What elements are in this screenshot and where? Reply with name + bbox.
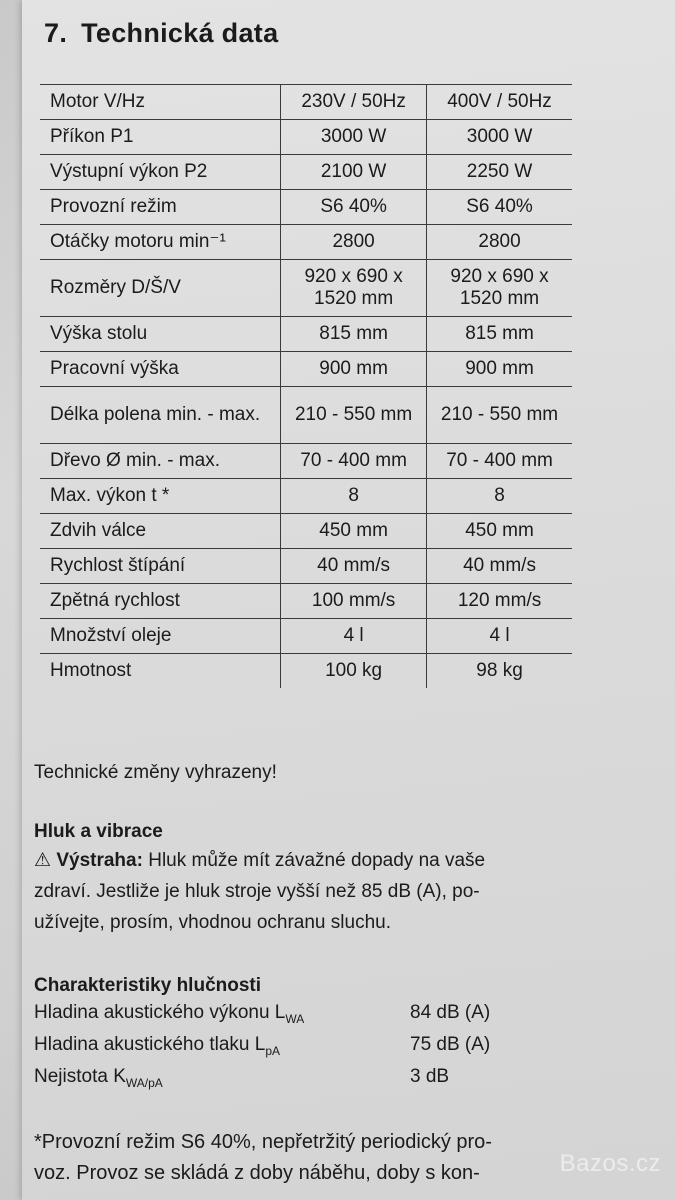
sound-power-row [34, 1002, 594, 1032]
parameter-cell: Výška stolu [40, 317, 281, 352]
sound-pressure-row [34, 1034, 594, 1064]
value-230v-cell: 450 mm [281, 514, 427, 549]
value-230v-cell: 4 l [281, 619, 427, 654]
value-400v-cell: 2800 [427, 225, 572, 260]
sound-power-value: 84 dB (A) [410, 1002, 491, 1023]
parameter-cell: Zpětná rychlost [40, 584, 281, 619]
table-row [40, 260, 572, 317]
footnote [34, 1127, 492, 1189]
warning-text-3: užívejte, prosím, vhodnou ochranu sluchu. [34, 912, 391, 933]
parameter-cell: Délka polena min. - max. [40, 387, 281, 444]
value-230v-cell: 100 mm/s [281, 584, 427, 619]
parameter-cell: Výstupní výkon P2 [40, 155, 281, 190]
table-row [40, 514, 572, 549]
value-230v-cell: 100 kg [281, 654, 427, 689]
parameter-cell: Provozní režim [40, 190, 281, 225]
warning-label: Výstraha: [56, 850, 143, 871]
table-row [40, 549, 572, 584]
uncertainty-row [34, 1066, 594, 1096]
sound-pressure-label: Hladina akustického tlaku $L_{pA}$ [34, 1034, 280, 1058]
watermark-logo: Bazos.cz [559, 1150, 661, 1177]
section-title-text: Technická data [81, 18, 279, 48]
value-400v-cell: 2250 W [427, 155, 572, 190]
value-400v-cell: 4 l [427, 619, 572, 654]
value-230v-cell: 900 mm [281, 352, 427, 387]
value-230v-cell: 8 [281, 479, 427, 514]
table-row [40, 120, 572, 155]
section-title [44, 18, 278, 49]
table-row [40, 352, 572, 387]
value-230v-cell: 210 - 550 mm [281, 387, 427, 444]
value-400v-cell: 120 mm/s [427, 584, 572, 619]
value-400v-cell: 40 mm/s [427, 549, 572, 584]
value-400v-cell: 210 - 550 mm [427, 387, 572, 444]
warning-icon: ⚠ [34, 850, 52, 871]
parameter-cell: Pracovní výška [40, 352, 281, 387]
value-400v-cell: S6 40% [427, 190, 572, 225]
technical-changes-note: Technické změny vyhrazeny! [34, 762, 277, 783]
value-400v-cell: 920 x 690 x 1520 mm [427, 260, 572, 317]
value-230v-cell: 3000 W [281, 120, 427, 155]
value-230v-cell: 2100 W [281, 155, 427, 190]
value-230v-cell: 815 mm [281, 317, 427, 352]
table-row [40, 155, 572, 190]
footnote-line-2: voz. Provoz se skládá z doby náběhu, doby s kon- [34, 1162, 480, 1184]
warning-text-1: Hluk může mít závažné dopady na vaše [148, 850, 486, 871]
value-230v-cell: 40 mm/s [281, 549, 427, 584]
sound-pressure-value: 75 dB (A) [410, 1034, 491, 1055]
uncertainty-label: Nejistota $K_{WA/pA}$ [34, 1066, 163, 1090]
noise-characteristics-heading: Charakteristiky hlučnosti [34, 975, 262, 996]
table-row [40, 479, 572, 514]
value-400v-cell: 400V / 50Hz [427, 85, 572, 120]
parameter-cell: Otáčky motoru min⁻¹ [40, 225, 281, 260]
value-400v-cell: 3000 W [427, 120, 572, 155]
value-400v-cell: 450 mm [427, 514, 572, 549]
parameter-cell: Rozměry D/Š/V [40, 260, 281, 317]
value-230v-cell: 70 - 400 mm [281, 444, 427, 479]
parameter-cell: Příkon P1 [40, 120, 281, 155]
value-230v-cell: S6 40% [281, 190, 427, 225]
table-row [40, 387, 572, 444]
technical-data-table [40, 84, 572, 688]
table-row [40, 619, 572, 654]
value-230v-cell: 920 x 690 x 1520 mm [281, 260, 427, 317]
parameter-cell: Hmotnost [50, 660, 132, 681]
value-230v-cell: 2800 [281, 225, 427, 260]
uncertainty-value: 3 dB [410, 1066, 450, 1087]
footnote-line-1: *Provozní režim S6 40%, nepřetržitý periodický pro- [34, 1131, 492, 1153]
table-row [40, 584, 572, 619]
table-row [40, 225, 572, 260]
parameter-cell: Dřevo Ø min. - max. [40, 444, 281, 479]
parameter-cell: Množství oleje [40, 619, 281, 654]
warning-text-2: zdraví. Jestliže je hluk stroje vyšší než 85 dB (A), po- [34, 881, 480, 902]
value-400v-cell: 900 mm [427, 352, 572, 387]
table-row [40, 444, 572, 479]
table-row [40, 317, 572, 352]
value-400v-cell: 815 mm [427, 317, 572, 352]
parameter-cell: Zdvih válce [40, 514, 281, 549]
parameter-cell: Max. výkon t * [40, 479, 281, 514]
value-400v-cell: 8 [427, 479, 572, 514]
section-number: 7. [44, 18, 68, 48]
table-row [40, 654, 572, 689]
parameter-cell: Motor V/Hz [40, 85, 281, 120]
value-400v-cell: 98 kg [427, 654, 572, 689]
parameter-cell: Rychlost štípání [40, 549, 281, 584]
table-row [40, 190, 572, 225]
table-header-row [40, 85, 572, 120]
value-230v-cell: 230V / 50Hz [281, 85, 427, 120]
sound-power-label: Hladina akustického výkonu $L_{WA}$ [34, 1002, 305, 1026]
noise-heading: Hluk a vibrace [34, 821, 163, 842]
value-400v-cell: 70 - 400 mm [427, 444, 572, 479]
warning-paragraph [34, 845, 485, 938]
